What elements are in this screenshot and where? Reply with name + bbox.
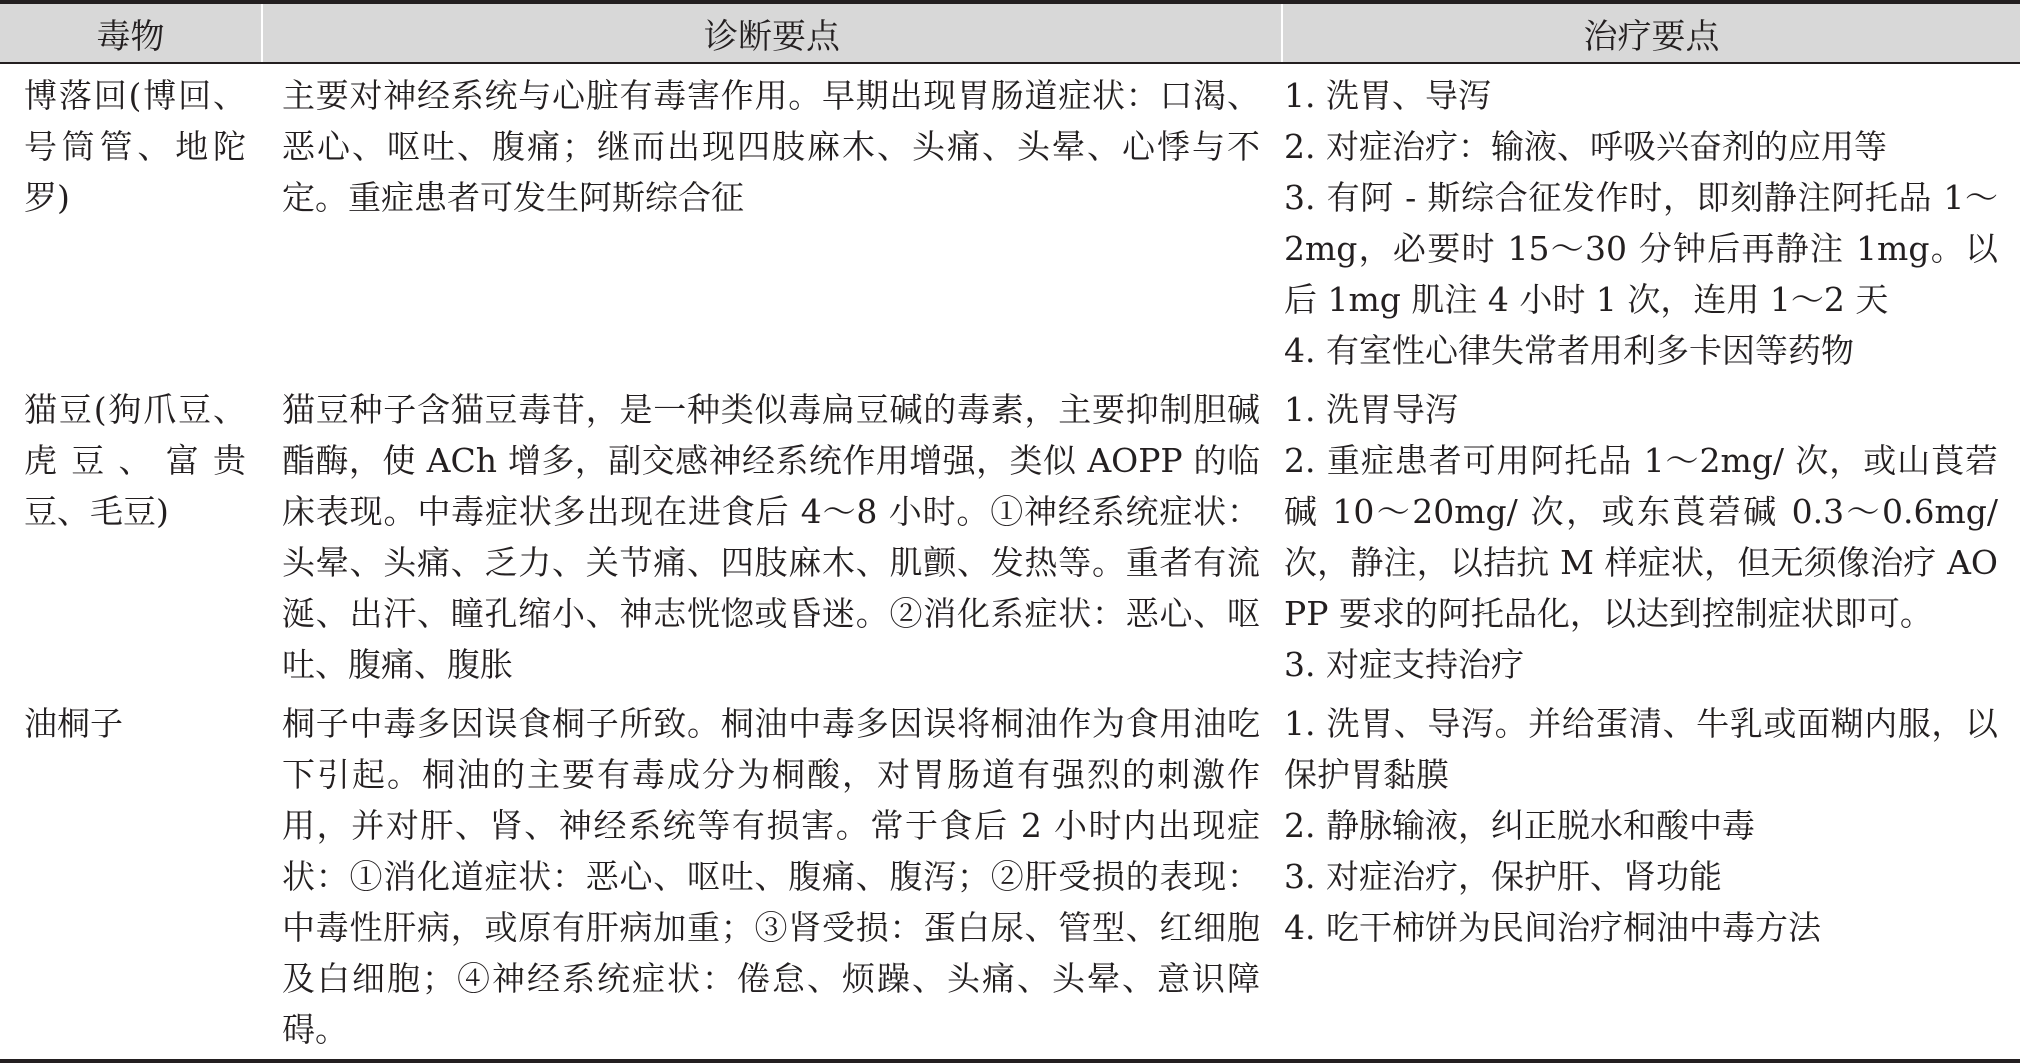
poison-name-cell: 油桐子 [0,692,262,1061]
poison-name-cell: 猫豆(狗爪豆、虎豆、富贵豆、毛豆) [24,390,246,531]
header-diagnosis: 诊断要点 [262,2,1282,63]
table-row [0,692,2020,1061]
diagnosis-cell: 主要对神经系统与心脏有毒害作用。早期出现胃肠道症状：口渴、恶心、呕吐、腹痛；继而出现四肢麻木、头痛、头晕、心悸与不定。重症患者可发生阿斯综合征 [282,76,1260,217]
table-row [0,63,2020,378]
treatment-step: 2. 静脉输液，纠正脱水和酸中毒 [1284,806,1755,845]
treatment-step: 3. 对症治疗，保护肝、肾功能 [1284,857,1722,896]
table-row [0,378,2020,692]
treatment-step: 3. 有阿 - 斯综合征发作时，即刻静注阿托品 1～2mg，必要时 15～30 分钟后再静注 1mg。以后 1mg 肌注 4 小时 1 次，连用 1～2 天 [1284,178,1998,319]
diagnosis-cell: 桐子中毒多因误食桐子所致。桐油中毒多因误将桐油作为食用油吃下引起。桐油的主要有毒成分为桐酸，对胃肠道有强烈的刺激作用，并对肝、肾、神经系统等有损害。常于食后 2 小时内出现症状：①消化道症状：恶心、呕吐、腹痛、腹泻；②肝受损的表现：中毒性肝病，或原有肝病加重；③肾受损：蛋白尿、管型、红细胞及白细胞；④神经系统症状：倦怠、烦躁、头痛、头晕、意识障碍。 [262,692,1282,1061]
poison-name-cell: 博落回(博回、号筒管、地陀罗) [24,76,246,217]
diagnosis-cell: 猫豆种子含猫豆毒苷，是一种类似毒扁豆碱的毒素，主要抑制胆碱酯酶，使 ACh 增多，副交感神经系统作用增强，类似 AOPP 的临床表现。中毒症状多出现在进食后 4～8 小时。①神经系统症状：头晕、头痛、乏力、关节痛、四肢麻木、肌颤、发热等。重者有流涎、出汗、瞳孔缩小、神志恍惚或昏迷。②消化系症状：恶心、呕吐、腹痛、腹胀 [282,390,1260,684]
header-poison: 毒物 [0,2,262,63]
treatment-step: 3. 对症支持治疗 [1284,645,1524,684]
treatment-step: 1. 洗胃、导泻 [1284,76,1491,115]
treatment-step: 1. 洗胃导泻 [1284,390,1458,429]
treatment-cell [1282,378,2020,692]
treatment-step: 2. 重症患者可用阿托品 1～2mg/ 次，或山莨菪碱 10～20mg/ 次，或东莨菪碱 0.3～0.6mg/ 次，静注，以拮抗 M 样症状，但无须像治疗 AOPP 要求的阿托品化，以达到控制症状即可。 [1284,441,1998,633]
treatment-cell [1282,692,2020,1061]
treatment-cell [1282,63,2020,378]
table-header-row [0,2,2020,63]
header-treatment: 治疗要点 [1282,2,2020,63]
treatment-step: 2. 对症治疗：输液、呼吸兴奋剂的应用等 [1284,127,1887,166]
treatment-step: 4. 吃干柿饼为民间治疗桐油中毒方法 [1284,908,1821,947]
treatment-step: 1. 洗胃、导泻。并给蛋清、牛乳或面糊内服，以保护胃黏膜 [1284,704,1998,794]
treatment-step: 4. 有室性心律失常者用利多卡因等药物 [1284,331,1854,370]
